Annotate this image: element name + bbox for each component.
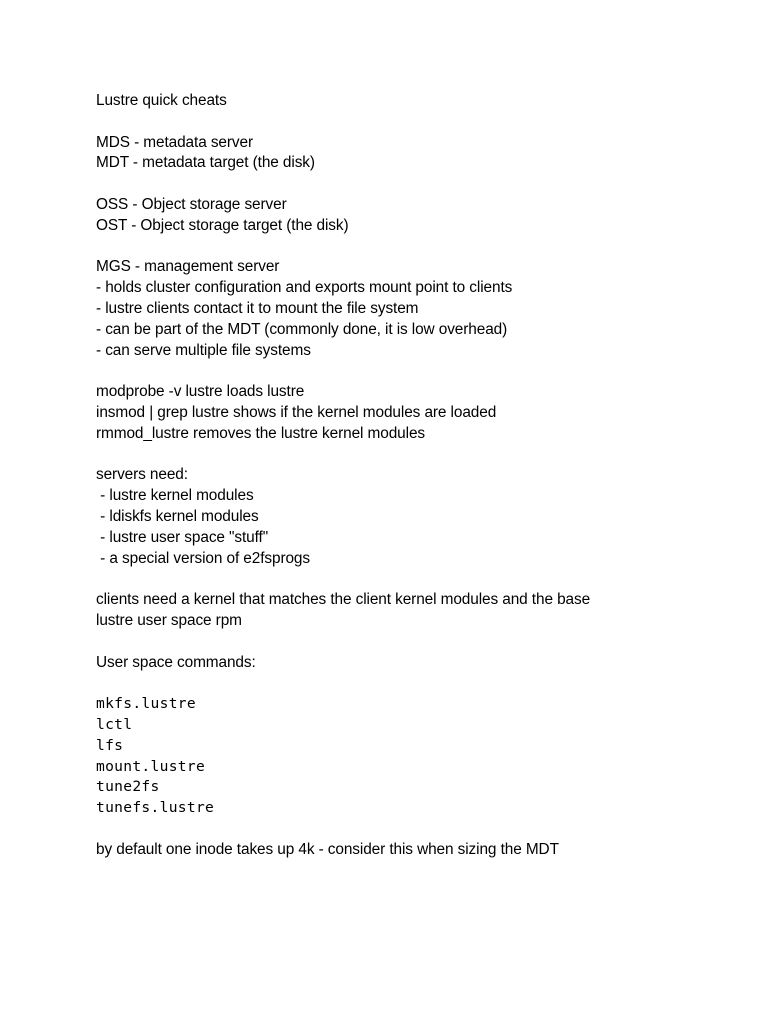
inode-note: by default one inode takes up 4k - consider this when sizing the MDT xyxy=(96,840,559,858)
blank-line xyxy=(96,112,736,133)
blank-line xyxy=(96,673,736,694)
clients-note-line: lustre user space rpm xyxy=(96,611,242,629)
clients-note-line: clients need a kernel that matches the client kernel modules and the base xyxy=(96,591,591,609)
servers-item: - lustre user space "stuff" xyxy=(96,528,269,546)
mgs-item: - can serve multiple file systems xyxy=(96,341,311,359)
document-title: Lustre quick cheats xyxy=(96,92,227,109)
blank-line xyxy=(96,174,736,195)
document-page xyxy=(96,91,736,860)
oss-definition: OSS - Object storage server xyxy=(96,195,287,213)
blank-line xyxy=(96,361,736,382)
mgs-heading: MGS - management server xyxy=(96,258,280,276)
mds-definition: MDS - metadata server xyxy=(96,133,253,151)
module-command-line: insmod | grep lustre shows if the kernel modules are loaded xyxy=(96,403,497,421)
ost-definition: OST - Object storage target (the disk) xyxy=(96,216,349,234)
user-space-command: lctl xyxy=(96,715,133,733)
servers-item: - a special version of e2fsprogs xyxy=(96,549,310,567)
mdt-definition: MDT - metadata target (the disk) xyxy=(96,154,315,172)
module-command-line: modprobe -v lustre loads lustre xyxy=(96,383,305,401)
mgs-item: - holds cluster configuration and exports mount point to clients xyxy=(96,279,513,297)
user-space-heading: User space commands: xyxy=(96,653,256,671)
user-space-command: tune2fs xyxy=(96,778,160,796)
module-command-line: rmmod_lustre removes the lustre kernel modules xyxy=(96,424,425,442)
blank-line xyxy=(96,819,736,840)
servers-item: - ldiskfs kernel modules xyxy=(96,507,259,525)
servers-item: - lustre kernel modules xyxy=(96,487,254,505)
blank-line xyxy=(96,632,736,653)
blank-line xyxy=(96,237,736,258)
servers-heading: servers need: xyxy=(96,466,188,484)
user-space-command: tunefs.lustre xyxy=(96,799,215,817)
blank-line xyxy=(96,445,736,466)
blank-line xyxy=(96,569,736,590)
user-space-command: mkfs.lustre xyxy=(96,695,196,713)
mgs-item: - can be part of the MDT (commonly done, it is low overhead) xyxy=(96,320,508,338)
mgs-item: - lustre clients contact it to mount the file system xyxy=(96,299,419,317)
user-space-command: mount.lustre xyxy=(96,757,206,775)
user-space-command: lfs xyxy=(96,736,124,754)
